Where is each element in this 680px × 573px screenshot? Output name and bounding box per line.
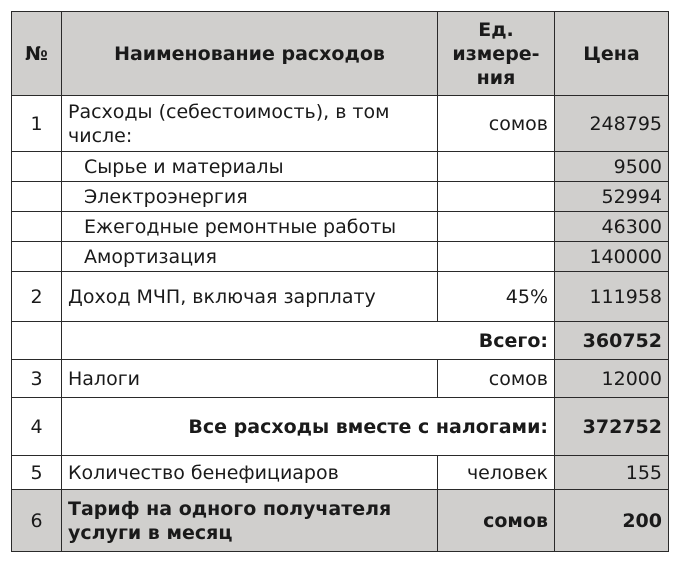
- subtotal-label: Всего:: [62, 322, 555, 360]
- subtotal-row: [12, 322, 669, 360]
- row-name: Количество бенефициаров: [62, 456, 438, 490]
- row-num: [12, 182, 62, 212]
- tariff-label: Тариф на одного получателя услуги в месяц: [62, 490, 438, 552]
- total-price: 372752: [555, 398, 669, 456]
- row-unit: сомов: [438, 96, 555, 152]
- row-unit: [438, 242, 555, 272]
- row-name: Электроэнергия: [62, 182, 438, 212]
- total-row: [12, 398, 669, 456]
- row-name: Сырье и материалы: [62, 152, 438, 182]
- header-num: №: [12, 12, 62, 96]
- table-row: [12, 242, 669, 272]
- row-price: 155: [555, 456, 669, 490]
- row-num: [12, 322, 62, 360]
- row-num: 4: [12, 398, 62, 456]
- header-price: Цена: [555, 12, 669, 96]
- row-num: 2: [12, 272, 62, 322]
- tariff-unit: сомов: [438, 490, 555, 552]
- subtotal-price: 360752: [555, 322, 669, 360]
- row-unit: 45%: [438, 272, 555, 322]
- header-row: [12, 12, 669, 96]
- tariff-row: [12, 490, 669, 552]
- row-unit: [438, 212, 555, 242]
- header-name: Наименование расходов: [62, 12, 438, 96]
- expenses-table: [11, 11, 669, 552]
- row-num: [12, 152, 62, 182]
- table-row: [12, 96, 669, 152]
- row-num: [12, 242, 62, 272]
- table-row: [12, 212, 669, 242]
- row-unit: человек: [438, 456, 555, 490]
- row-price: 111958: [555, 272, 669, 322]
- row-num: 6: [12, 490, 62, 552]
- table-row: [12, 456, 669, 490]
- row-price: 46300: [555, 212, 669, 242]
- table-row: [12, 360, 669, 398]
- row-price: 12000: [555, 360, 669, 398]
- row-num: [12, 212, 62, 242]
- row-price: 140000: [555, 242, 669, 272]
- row-price: 248795: [555, 96, 669, 152]
- total-label: Все расходы вместе с налогами:: [62, 398, 555, 456]
- table-row: [12, 272, 669, 322]
- row-unit: [438, 152, 555, 182]
- tariff-price: 200: [555, 490, 669, 552]
- row-name: Расходы (себестоимость), в том числе:: [62, 96, 438, 152]
- row-num: 1: [12, 96, 62, 152]
- row-num: 3: [12, 360, 62, 398]
- row-name: Доход МЧП, включая зарплату: [62, 272, 438, 322]
- row-unit: сомов: [438, 360, 555, 398]
- table-row: [12, 152, 669, 182]
- table-row: [12, 182, 669, 212]
- row-name: Ежегодные ремонтные работы: [62, 212, 438, 242]
- row-price: 52994: [555, 182, 669, 212]
- row-num: 5: [12, 456, 62, 490]
- row-name: Амортизация: [62, 242, 438, 272]
- row-price: 9500: [555, 152, 669, 182]
- row-unit: [438, 182, 555, 212]
- row-name: Налоги: [62, 360, 438, 398]
- header-unit: Ед. измере-ния: [438, 12, 555, 96]
